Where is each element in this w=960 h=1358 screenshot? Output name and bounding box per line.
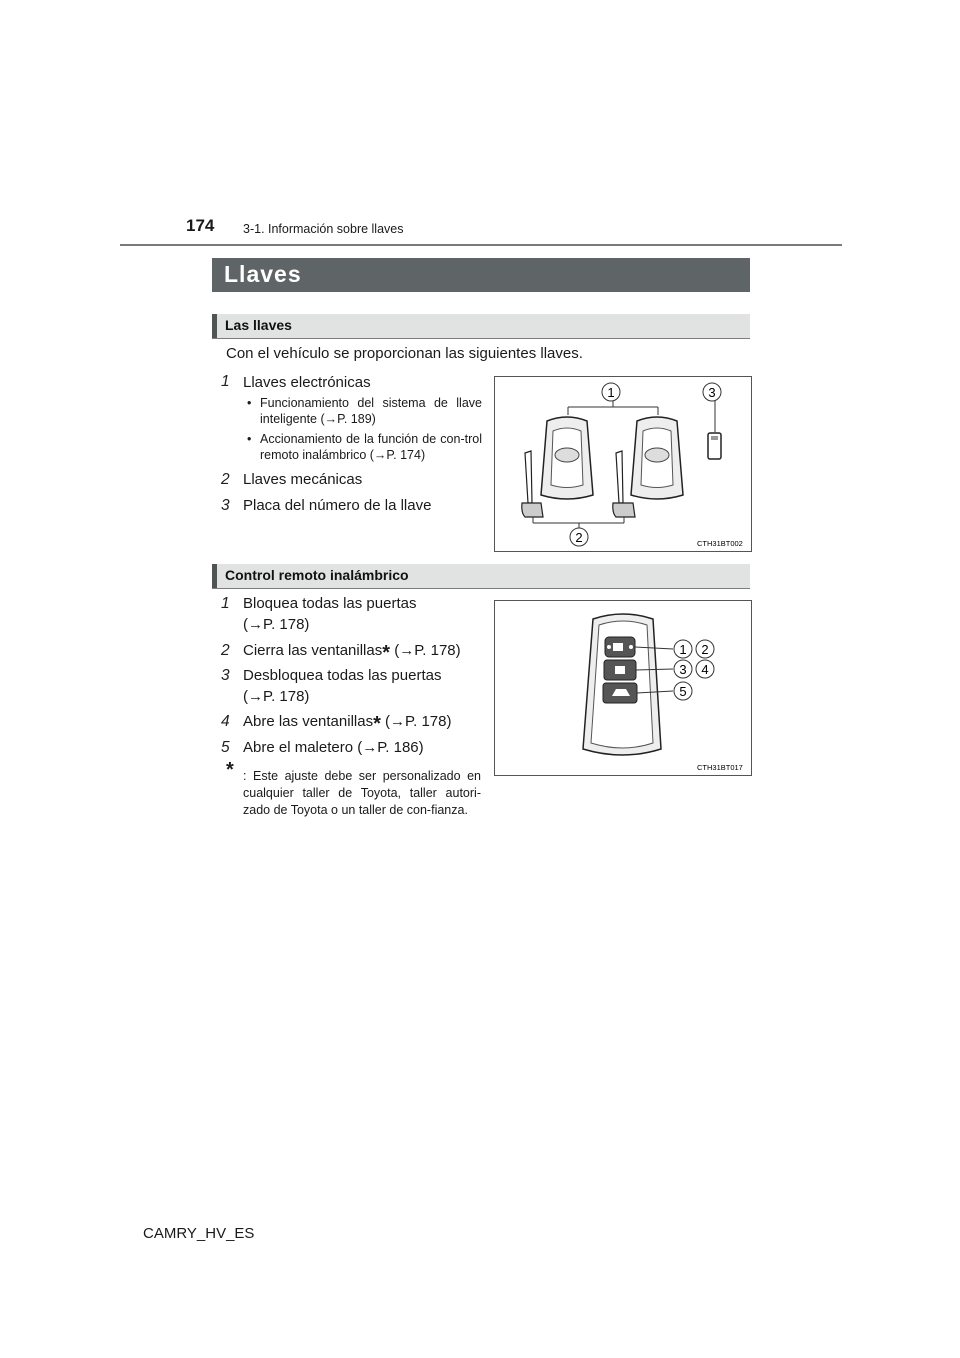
item-number: 5 xyxy=(221,739,230,756)
item-number: 1 xyxy=(221,373,230,390)
bullet-text: Accionamiento de la función de con-trol remoto inalámbrico (→P. 174) xyxy=(260,432,482,462)
footnote-marker: * xyxy=(382,642,391,664)
section-reference: 3-1. Información sobre llaves xyxy=(243,222,404,236)
callout-number: 3 xyxy=(708,385,716,400)
item-text-open-windows: Abre las ventanillas* (→P. 178) xyxy=(243,713,452,735)
item-number: 1 xyxy=(221,595,230,612)
callout-number: 1 xyxy=(679,642,687,657)
mechanical-key-blade-right xyxy=(616,451,623,503)
footnote-mark: * xyxy=(226,759,234,781)
item-number: 3 xyxy=(221,497,230,514)
section-heading-control-remoto xyxy=(212,564,750,589)
callout-number: 4 xyxy=(701,662,709,677)
item-number: 3 xyxy=(221,667,230,684)
item-text-unlock: Desbloquea todas las puertas xyxy=(243,667,442,684)
callout-number: 1 xyxy=(607,385,615,400)
bullet-text: Funcionamiento del sistema de llave inteligente (→P. 189) xyxy=(260,396,482,426)
page-number: 174 xyxy=(186,216,215,235)
section-heading-text: Control remoto inalámbrico xyxy=(225,567,409,583)
figure-code: CTH31BT017 xyxy=(697,763,743,772)
item-text-close-windows: Cierra las ventanillas* (→P. 178) xyxy=(243,642,461,664)
item-text-electronic-keys: Llaves electrónicas xyxy=(243,374,371,391)
item-number: 4 xyxy=(221,713,230,730)
callout-number: 2 xyxy=(701,642,709,657)
footer-model: CAMRY_HV_ES xyxy=(143,1225,255,1242)
item-text-lock: Bloquea todas las puertas xyxy=(243,595,417,612)
figure-code: CTH31BT002 xyxy=(697,539,743,548)
remote-drawing xyxy=(495,601,751,775)
callout-number: 3 xyxy=(679,662,687,677)
heading-accent xyxy=(212,564,217,588)
footnote-marker: * xyxy=(373,713,381,735)
item-text-mechanical-keys: Llaves mecánicas xyxy=(243,471,363,488)
item-number: 2 xyxy=(221,642,230,659)
intro-paragraph: Con el vehículo se proporcionan las siguientes llaves. xyxy=(226,345,583,362)
section-heading-text: Las llaves xyxy=(225,317,292,333)
item-text-lock-ref: (→P. 178) xyxy=(243,616,310,633)
mechanical-key-blade-left xyxy=(525,451,532,503)
item-text-key-number-plate: Placa del número de la llave xyxy=(243,497,432,514)
footnote-text: : Este ajuste debe ser personalizado en cualquier taller de Toyota, taller autori-zado de Toyota o un taller de con-fianza. xyxy=(243,769,481,817)
keys-drawing xyxy=(495,377,751,551)
page-title-bar xyxy=(212,258,750,292)
section-heading-las-llaves xyxy=(212,314,750,339)
footnote xyxy=(226,759,481,819)
item-text-trunk: Abre el maletero (→P. 186) xyxy=(243,739,424,756)
item-text-unlock-ref: (→P. 178) xyxy=(243,688,310,705)
callout-number: 5 xyxy=(679,684,687,699)
heading-accent xyxy=(212,314,217,338)
callout-number: 2 xyxy=(575,530,583,545)
page-title: Llaves xyxy=(224,261,302,287)
bullet-item: • Accionamiento de la función de con-trol remoto inalámbrico (→P. 174) xyxy=(247,432,482,462)
remote-control-illustration xyxy=(494,600,752,776)
bullet-item: • Funcionamiento del sistema de llave inteligente (→P. 189) xyxy=(247,396,482,426)
header-divider xyxy=(120,244,842,246)
keys-illustration xyxy=(494,376,752,552)
item-number: 2 xyxy=(221,471,230,488)
